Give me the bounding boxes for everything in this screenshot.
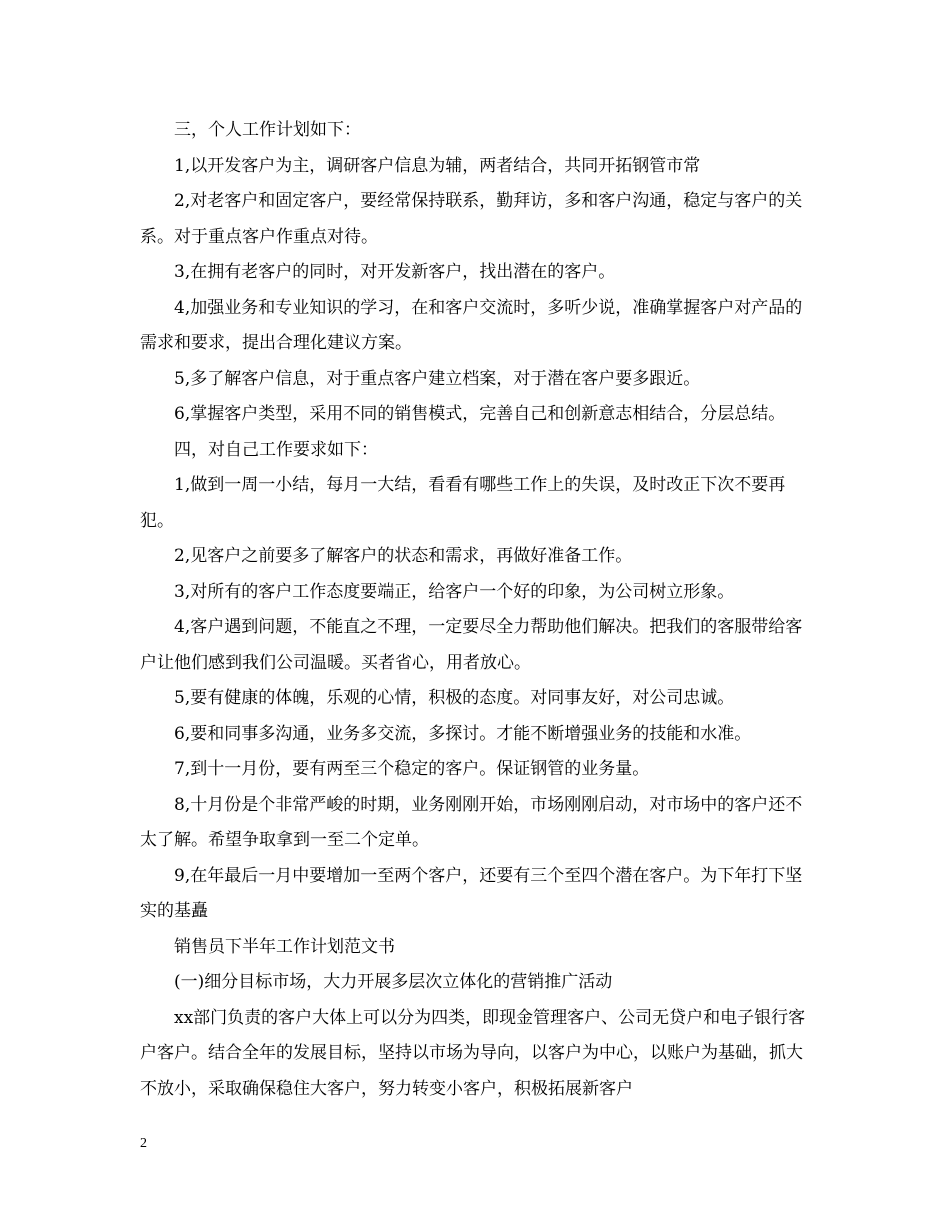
page-number: 2 [140,1136,147,1151]
paragraph: 6,要和同事多沟通，业务多交流，多探讨。才能不断增强业务的技能和水准。 [174,723,752,744]
subsection-heading: (一)细分目标市场，大力开展多层次立体化的营销推广活动 [174,972,613,992]
paragraph: 1,以开发客户为主，调研客户信息为辅，两者结合，共同开拓钢管市常 [174,155,701,176]
paragraph: 5,要有健康的体魄，乐观的心情，积极的态度。对同事友好，对公司忠诚。 [174,688,735,708]
document-body [140,113,812,1107]
paragraph: 9,在年最后一月中要增加一至两个客户，还要有三个至四个潜在客户。为下年打下坚实的基矗 [140,865,803,921]
paragraph: 5,多了解客户信息，对于重点客户建立档案，对于潜在客户要多跟近。 [174,368,701,389]
section-heading-4: 四，对自己工作要求如下： [174,439,378,460]
paragraph: 4,加强业务和专业知识的学习，在和客户交流时，多听少说，准确掌握客户对产品的需求和要求，提出合理化建议方案。 [140,297,803,353]
paragraph: 3,对所有的客户工作态度要端正，给客户一个好的印象，为公司树立形象。 [174,581,735,602]
paragraph: 3,在拥有老客户的同时，对开发新客户，找出潜在的客户。 [174,262,616,282]
document-subtitle: 销售员下半年工作计划范文书 [174,936,395,957]
paragraph: 2,见客户之前要多了解客户的状态和需求，再做好准备工作。 [174,546,633,566]
paragraph: 1,做到一周一小结，每月一大结，看看有哪些工作上的失误，及时改正下次不要再犯。 [140,475,786,531]
paragraph: 8,十月份是个非常严峻的时期，业务刚刚开始，市场刚刚启动，对市场中的客户还不太了解。希望争取拿到一至二个定单。 [140,794,803,850]
paragraph: 6,掌握客户类型，采用不同的销售模式，完善自己和创新意志相结合，分层总结。 [174,404,786,424]
paragraph: 2,对老客户和固定客户，要经常保持联系，勤拜访，多和客户沟通，稳定与客户的关系。对于重点客户作重点对待。 [140,191,803,247]
section-heading-3: 三，个人工作计划如下： [174,120,361,140]
paragraph: xx部门负责的客户大体上可以分为四类，即现金管理客户、公司无贷户和电子银行客户客户。结合全年的发展目标，坚持以市场为导向，以客户为中心，以账户为基础，抓大不放小，采取确保稳住大客户，努力转变小客户，积极拓展新客户 [140,1007,806,1099]
paragraph: 4,客户遇到问题，不能直之不理，一定要尽全力帮助他们解决。把我们的客服带给客户让他们感到我们公司温暖。买者省心，用者放心。 [140,617,803,673]
paragraph: 7,到十一月份，要有两至三个稳定的客户。保证钢管的业务量。 [174,759,650,779]
